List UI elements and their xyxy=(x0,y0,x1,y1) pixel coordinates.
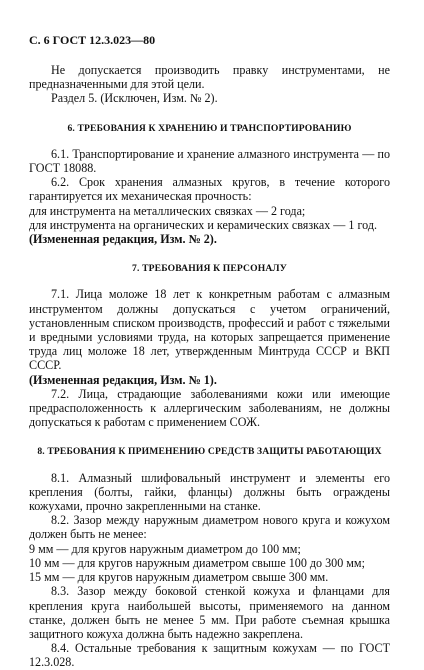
paragraph-8-1: 8.1. Алмазный шлифовальный инструмент и элементы его крепления (болты, гайки, фланцы) должны быть ограждены кожухами, прочно закрепленными на станке. xyxy=(29,470,390,514)
paragraph-section5-excluded: Раздел 5. (Исключен, Изм. № 2). xyxy=(51,91,218,106)
paragraph-6-1: 6.1. Транспортирование и хранение алмазного инструмента — по ГОСТ 18088. xyxy=(29,146,390,176)
clearance-300mm: 15 мм — для кругов наружным диаметром свыше 300 мм. xyxy=(29,570,329,585)
clearance-100mm: 9 мм — для кругов наружным диаметром до 100 мм; xyxy=(29,541,301,556)
paragraph-straightening: Не допускается производить правку инструментами, не предназначенными для этой цели. xyxy=(29,63,390,92)
section-6-heading: 6. ТРЕБОВАНИЯ К ХРАНЕНИЮ И ТРАНСПОРТИРОВАНИЮ xyxy=(67,122,352,134)
section-8-heading: 8. ТРЕБОВАНИЯ К ПРИМЕНЕНИЮ СРЕДСТВ ЗАЩИТЫ РАБОТАЮЩИХ xyxy=(37,446,382,458)
paragraph-8-2: 8.2. Зазор между наружным диаметром нового круга и кожухом должен быть не менее: xyxy=(29,513,390,542)
paragraph-6-2-organic: для инструмента на органических и керамических связках — 1 год. xyxy=(29,217,378,232)
paragraph-7-2: 7.2. Лица, страдающие заболеваниями кожи или имеющие предрасположенность к аллергическим заболеваниям, не должны допускаться к работам с применением СОЖ. xyxy=(29,386,390,430)
amendment-note-6: (Измененная редакция, Изм. № 2). xyxy=(29,232,217,247)
section-7-heading: 7. ТРЕБОВАНИЯ К ПЕРСОНАЛУ xyxy=(132,263,287,275)
amendment-note-7: (Измененная редакция, Изм. № 1). xyxy=(29,372,217,387)
paragraph-6-2-metal: для инструмента на металлических связках — 2 года; xyxy=(29,203,306,218)
clearance-100-300mm: 10 мм — для кругов наружным диаметром свыше 100 до 300 мм; xyxy=(29,555,365,570)
paragraph-7-1: 7.1. Лица моложе 18 лет к конкретным работам с алмазным инструментом должны допускаться с учетом ограничений, установленным списком производств, профессий и работ с тяжелыми и вредными условиями труда, на которых запрещается применение труда лиц моложе 18 лет, утвержденным Минтруда СССР и ВКП СССР. xyxy=(29,287,390,373)
running-head: С. 6 ГОСТ 12.3.023—80 xyxy=(29,33,156,47)
paragraph-6-2: 6.2. Срок хранения алмазных кругов, в течение которого гарантируется их механическая прочность: xyxy=(29,175,390,204)
paragraph-8-3: 8.3. Зазор между боковой стенкой кожуха и фланцами для крепления круга наибольшей высоты, применяемого на данном станке, должен быть не менее 5 мм. При работе съемная крышка защитного кожуха должна быть надежно закреплена. xyxy=(29,584,390,641)
paragraph-8-4: 8.4. Остальные требования к защитным кожухам — по ГОСТ 12.3.028. xyxy=(29,641,390,670)
page-body xyxy=(29,63,390,670)
